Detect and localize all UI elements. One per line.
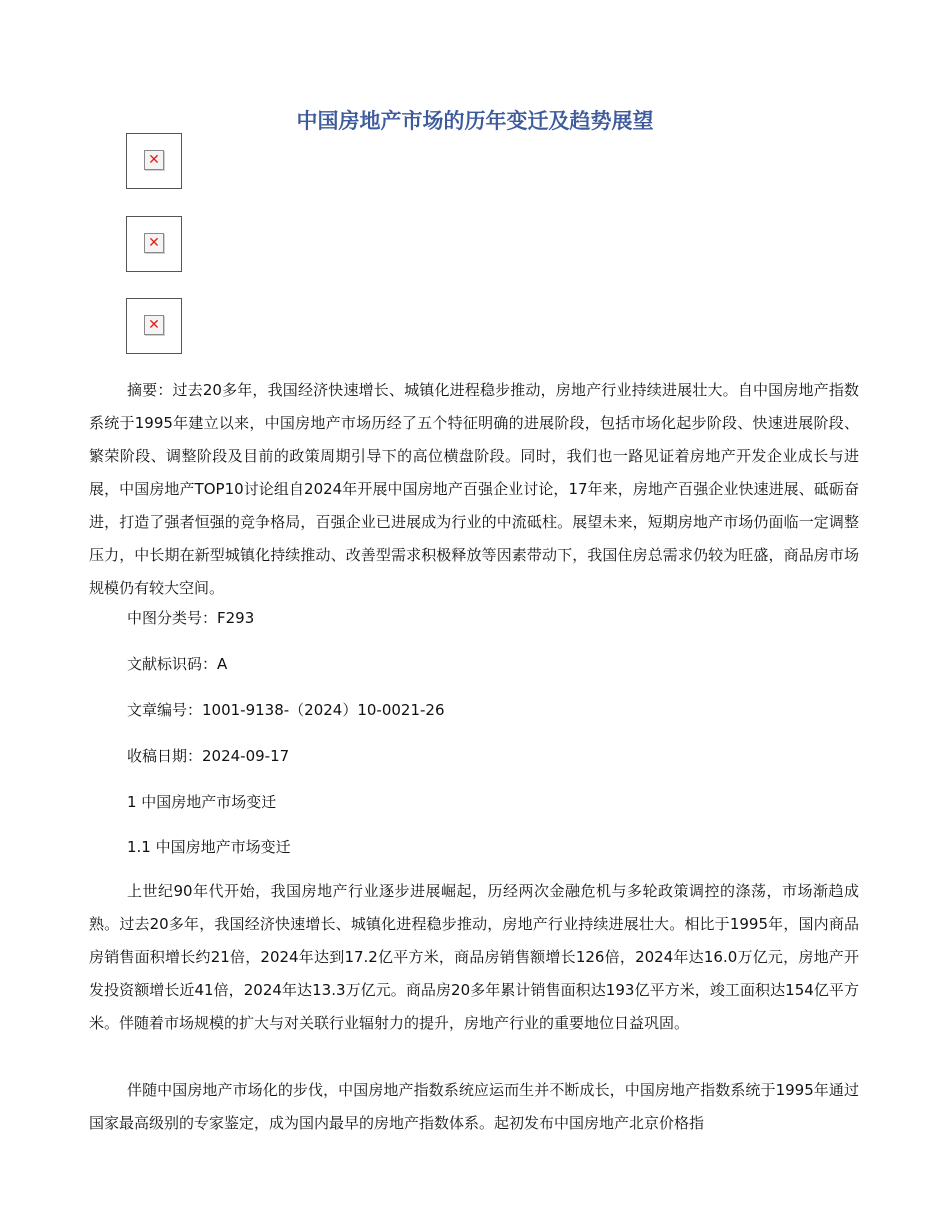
broken-image-icon [144, 233, 164, 253]
image-placeholder-1 [126, 133, 182, 189]
image-placeholder-3 [126, 298, 182, 354]
section-heading-1: 1 中国房地产市场变迁 [127, 793, 277, 811]
received-date: 收稿日期：2024-09-17 [127, 747, 290, 765]
document-title: 中国房地产市场的历年变迁及趋势展望 [296, 109, 654, 133]
document-code: 文献标识码：A [127, 655, 228, 673]
broken-image-x-glyph: ✕ [148, 317, 160, 333]
section-heading-1-1: 1.1 中国房地产市场变迁 [127, 838, 291, 856]
article-number: 文章编号：1001-9138-（2024）10-0021-26 [127, 701, 445, 719]
image-placeholder-2 [126, 216, 182, 272]
broken-image-icon [144, 150, 164, 170]
classification-number: 中图分类号：F293 [127, 609, 255, 627]
body-paragraph-1: 上世纪90年代开始，我国房地产行业逐步进展崛起，历经两次金融危机与多轮政策调控的涤荡，市场渐趋成熟。过去20多年，我国经济快速增长、城镇化进程稳步推动，房地产行业持续进展壮大。相比于1995年，国内商品房销售面积增长约21倍，2024年达到17.2亿平方米，商品房销售额增长126倍，2024年达16.0万亿元，房地产开发投资额增长近41倍，2024年达13.3万亿元。商品房20多年累计销售面积达193亿平方米，竣工面积达154亿平方米。伴随着市场规模的扩大与对关联行业辐射力的提升，房地产行业的重要地位日益巩固。 [89, 882, 859, 1032]
broken-image-icon [144, 315, 164, 335]
body-paragraph-2: 伴随中国房地产市场化的步伐，中国房地产指数系统应运而生并不断成长，中国房地产指数系统于1995年通过国家最高级别的专家鉴定，成为国内最早的房地产指数体系。起初发布中国房地产北京价格指 [89, 1081, 859, 1132]
broken-image-x-glyph: ✕ [148, 235, 160, 251]
broken-image-x-glyph: ✕ [148, 152, 160, 168]
abstract-paragraph: 摘要：过去20多年，我国经济快速增长、城镇化进程稳步推动，房地产行业持续进展壮大。自中国房地产指数系统于1995年建立以来，中国房地产市场历经了五个特征明确的进展阶段，包括市场化起步阶段、快速进展阶段、繁荣阶段、调整阶段及目前的政策周期引导下的高位横盘阶段。同时，我们也一路见证着房地产开发企业成长与进展，中国房地产TOP10讨论组自2024年开展中国房地产百强企业讨论，17年来，房地产百强企业快速进展、砥砺奋进，打造了强者恒强的竞争格局，百强企业已进展成为行业的中流砥柱。展望未来，短期房地产市场仍面临一定调整压力，中长期在新型城镇化持续推动、改善型需求积极释放等因素带动下，我国住房总需求仍较为旺盛，商品房市场规模仍有较大空间。 [89, 381, 859, 597]
